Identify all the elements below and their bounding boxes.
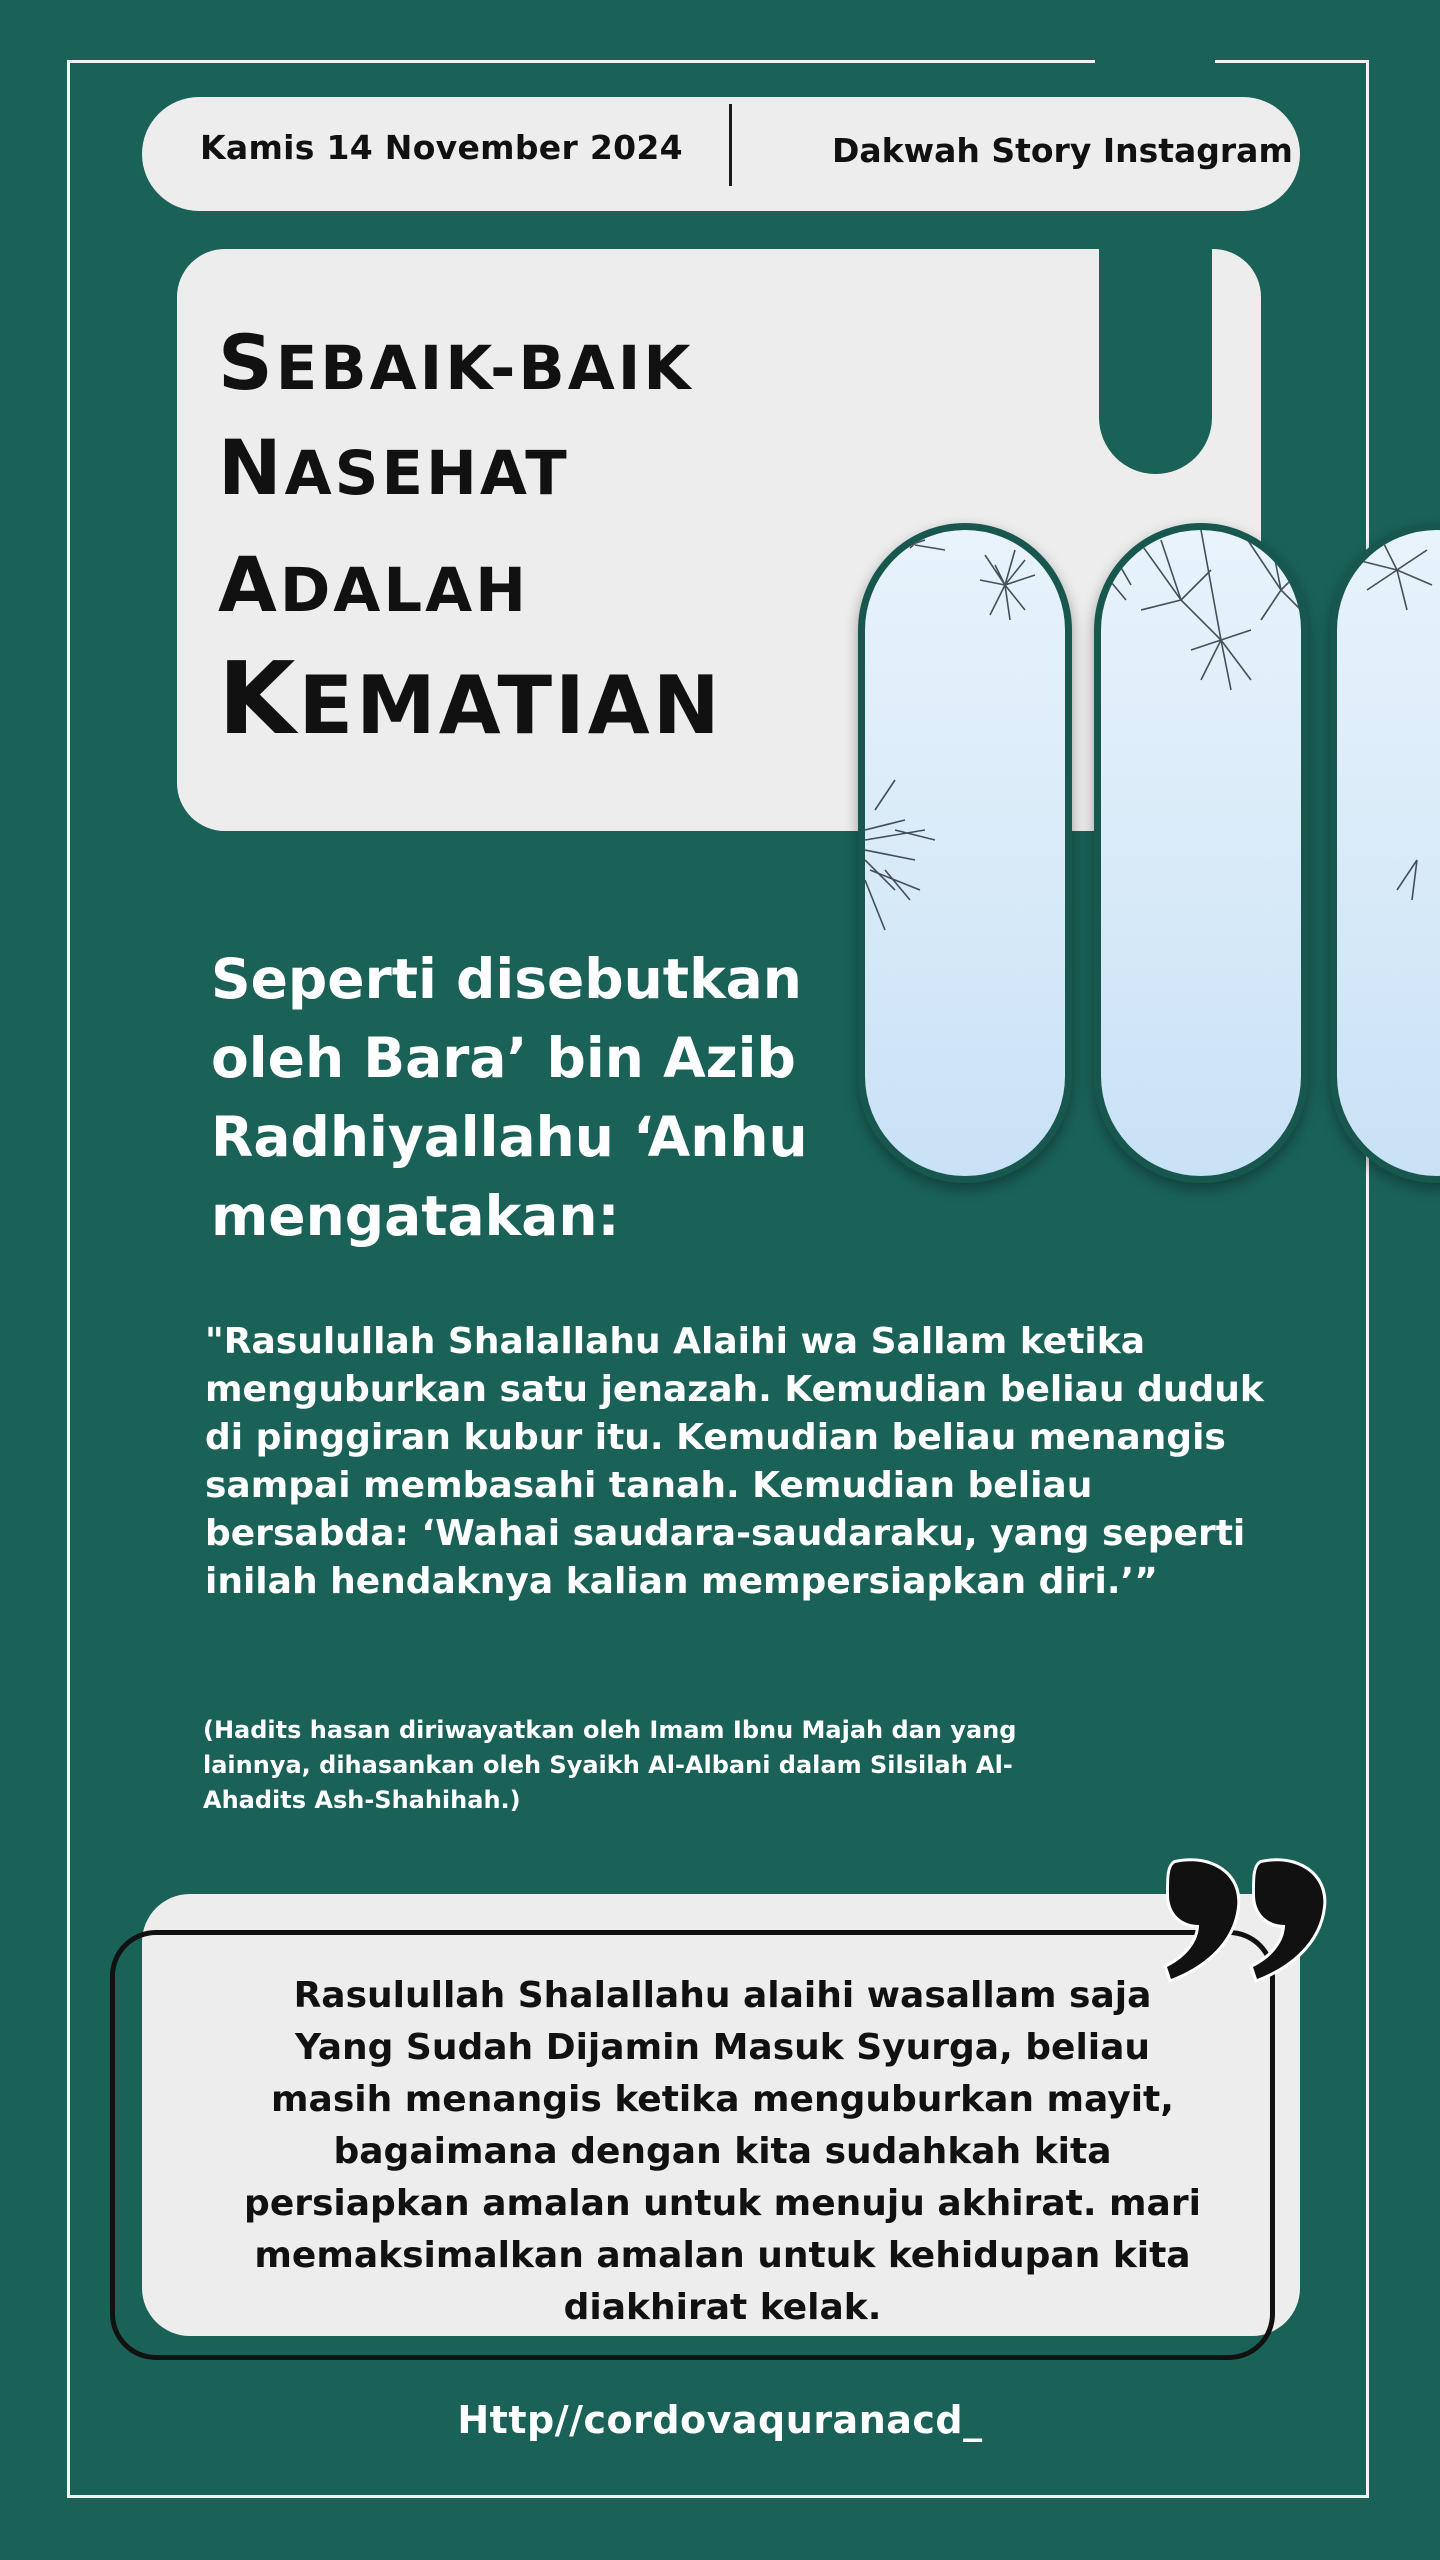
pine-branch-illustration-1 [865, 530, 1065, 1176]
sky-photo-capsule-3 [1330, 523, 1440, 1183]
title-line-4: KEMATIAN [218, 640, 723, 757]
hadith-source: (Hadits hasan diriwayatkan oleh Imam Ibnu Majah dan yang lainnya, dihasankan oleh Syaikh Al-Albani dalam Silsilah Al-Ahadits Ash-Shahihah.) [203, 1716, 1017, 1814]
quote-text: Rasulullah Shalallahu alaihi wasallam saja Yang Sudah Dijamin Masuk Syurga, beliau masih menangis ketika menguburkan mayit, bagaimana dengan kita sudahkah kita persiapkan amalan untuk menuju akhirat. mari memaksimalkan amalan untuk kehidupan kita diakhirat kelak. [244, 1975, 1201, 2328]
title-line-3: ADALAH [218, 540, 530, 629]
header-date: Kamis 14 November 2024 [200, 128, 683, 167]
title-line-2: NASEHAT [218, 423, 570, 512]
footer-url: Http//cordovaquranacd_ [457, 2398, 983, 2442]
pine-branch-illustration-2 [1101, 530, 1301, 1176]
sky-photo-capsule-2 [1094, 523, 1308, 1183]
closing-quote-icon [1163, 1855, 1333, 1985]
title-line-1: SEBAIK-BAIK [218, 318, 694, 407]
frame-gap [1095, 54, 1215, 68]
title-card-tab [1099, 246, 1212, 474]
header-label: Dakwah Story Instagram [832, 131, 1293, 170]
hadith-text: "Rasulullah Shalallahu Alaihi wa Sallam ketika menguburkan satu jenazah. Kemudian beliau duduk di pinggiran kubur itu. Kemudian beliau menangis sampai membasahi tanah. Kemudian beliau bersabda: ‘Wahai saudara-saudaraku, yang seperti inilah hendaknya kalian mempersiapkan diri.’” [205, 1321, 1264, 1602]
intro-text: Seperti disebutkan oleh Bara’ bin Azib Radhiyallahu ‘Anhu mengatakan: [211, 947, 808, 1248]
sky-photo-capsule-1 [858, 523, 1072, 1183]
pine-branch-illustration-3 [1337, 530, 1440, 1176]
header-divider [729, 104, 732, 186]
